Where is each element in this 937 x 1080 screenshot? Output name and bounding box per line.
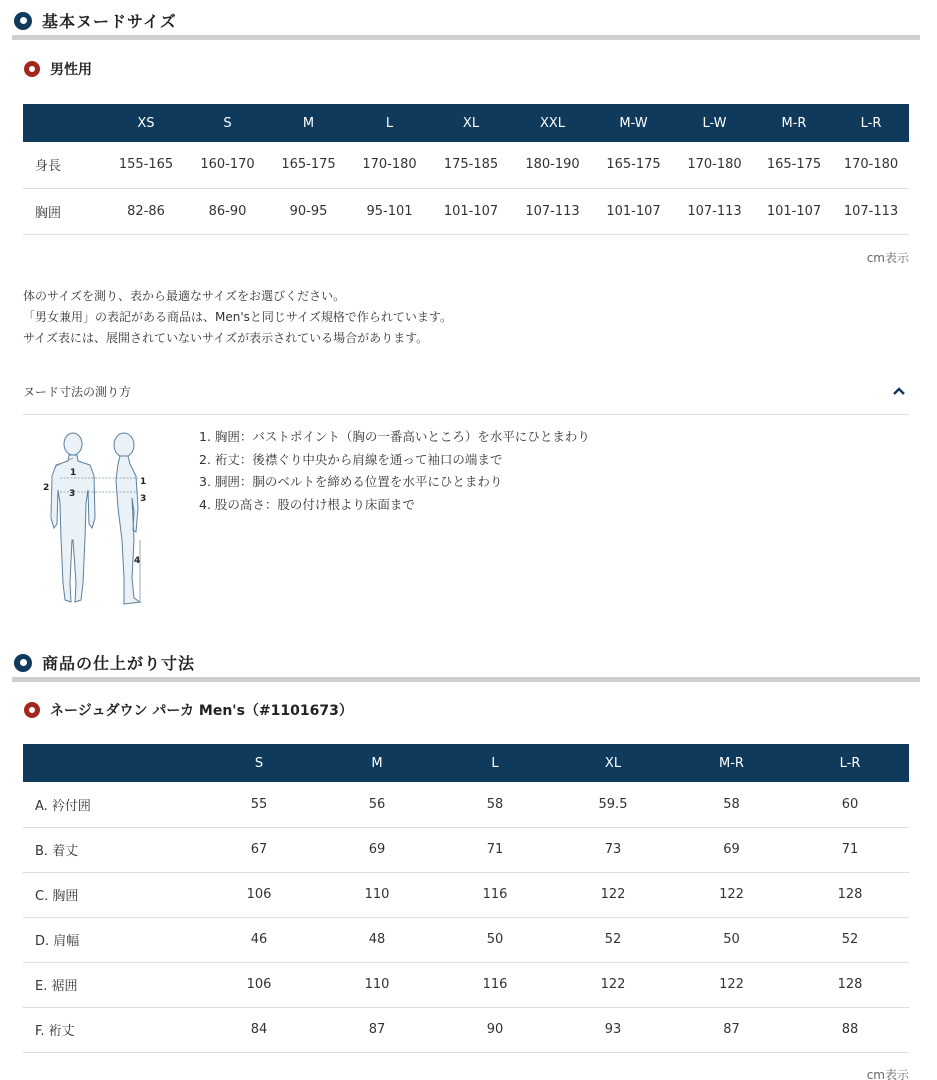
table-cell: 52	[791, 917, 909, 962]
measure-accordion-toggle[interactable]	[23, 368, 909, 415]
size-notes	[23, 286, 452, 349]
header-cell: M-R	[719, 755, 744, 771]
red-bullet-icon	[24, 702, 40, 718]
table-cell: 59.5	[554, 782, 672, 827]
table-cell: 46	[200, 917, 318, 962]
table-cell: 165-175	[268, 142, 349, 188]
row-label: 胸囲	[23, 188, 105, 234]
table-cell: 116	[436, 872, 554, 917]
table-cell: 160-170	[187, 142, 268, 188]
section-header-finished-size	[12, 648, 920, 682]
table-cell: 87	[318, 1007, 436, 1052]
table-cell: 122	[554, 872, 672, 917]
figure-mark-4: 4	[134, 556, 141, 566]
table-cell: 82-86	[105, 188, 187, 234]
measure-steps	[199, 426, 590, 516]
table-cell: 107-113	[674, 188, 755, 234]
product-title: ネージュダウン パーカ Men's（#1101673）	[50, 703, 353, 719]
circle-bullet-icon	[14, 12, 32, 30]
figure-mark-2: 2	[43, 483, 50, 493]
header-cell: L	[491, 755, 499, 771]
table-cell: 107-113	[512, 188, 593, 234]
table-cell: 87	[672, 1007, 791, 1052]
table-cell: 110	[318, 872, 436, 917]
sub-header-mens	[24, 59, 92, 79]
table-cell: 107-113	[833, 188, 909, 234]
step-item: 4. 股の高さ：股の付け根より床面まで	[199, 496, 415, 512]
table-cell: 90-95	[268, 188, 349, 234]
header-cell: L-R	[860, 115, 882, 131]
row-label: 身長	[23, 142, 105, 188]
header-cell: L-R	[839, 755, 861, 771]
table-cell: 50	[436, 917, 554, 962]
table-cell: 155-165	[105, 142, 187, 188]
table-cell: 106	[200, 872, 318, 917]
header-cell: L-W	[702, 115, 727, 131]
table-cell: 90	[436, 1007, 554, 1052]
body-measure-figure	[40, 428, 155, 613]
body-outline-icon	[40, 428, 155, 613]
product-size-table	[23, 744, 909, 1053]
table-cell: 101-107	[593, 188, 674, 234]
table-cell: 58	[436, 782, 554, 827]
note-line: 体のサイズを測り、表から最適なサイズをお選びください。	[23, 289, 346, 303]
header-cell-empty	[23, 104, 105, 142]
table-cell: 101-107	[755, 188, 833, 234]
header-cell: M-R	[781, 115, 807, 131]
header-cell: XS	[137, 115, 155, 131]
table-cell: 170-180	[833, 142, 909, 188]
table-cell: 69	[672, 827, 791, 872]
header-cell: XL	[604, 755, 622, 771]
table-row	[23, 917, 909, 962]
row-label: C. 胸囲	[23, 872, 200, 917]
note-line: 「男女兼用」の表記がある商品は、Men'sと同じサイズ規格で作られています。	[23, 310, 452, 324]
step-item: 3. 胴囲：胴のベルトを締める位置を水平にひとまわり	[199, 474, 503, 489]
table-row	[23, 872, 909, 917]
table-cell: 58	[672, 782, 791, 827]
table-cell: 180-190	[512, 142, 593, 188]
table-row	[23, 142, 909, 188]
row-label: B. 着丈	[23, 827, 200, 872]
sub-header-product	[24, 700, 353, 720]
chevron-up-icon[interactable]	[889, 381, 909, 401]
section-title: 商品の仕上がり寸法	[42, 654, 196, 673]
table-cell: 95-101	[349, 188, 430, 234]
row-label: F. 裄丈	[23, 1007, 200, 1052]
table-cell: 69	[318, 827, 436, 872]
header-cell: XL	[462, 115, 480, 131]
row-label: E. 裾囲	[23, 962, 200, 1007]
step-item: 2. 裄丈：後襟ぐり中央から肩線を通って袖口の端まで	[199, 451, 503, 467]
figure-mark-1-side: 1	[140, 477, 147, 487]
table-row	[23, 782, 909, 827]
table-cell: 128	[791, 962, 909, 1007]
header-cell: M	[371, 755, 383, 771]
red-bullet-icon	[24, 61, 40, 77]
sub-title: 男性用	[50, 62, 92, 78]
table-cell: 88	[791, 1007, 909, 1052]
table-cell: 60	[791, 782, 909, 827]
table-cell: 165-175	[755, 142, 833, 188]
table-row	[23, 188, 909, 234]
table-header-row	[23, 744, 909, 782]
table-cell: 71	[791, 827, 909, 872]
header-cell: S	[223, 115, 232, 131]
table-cell: 165-175	[593, 142, 674, 188]
section-title: 基本ヌードサイズ	[42, 12, 177, 31]
table-cell: 56	[318, 782, 436, 827]
mens-size-table	[23, 104, 909, 235]
table-cell: 110	[318, 962, 436, 1007]
table-cell: 128	[791, 872, 909, 917]
table-cell: 170-180	[349, 142, 430, 188]
circle-bullet-icon	[14, 654, 32, 672]
table-cell: 48	[318, 917, 436, 962]
table-row	[23, 1007, 909, 1052]
table-row	[23, 827, 909, 872]
table-cell: 122	[672, 962, 791, 1007]
table-cell: 106	[200, 962, 318, 1007]
figure-mark-3: 3	[69, 489, 76, 499]
unit-label: cm表示	[866, 1068, 909, 1080]
table-cell: 122	[672, 872, 791, 917]
step-item: 1. 胸囲：バストポイント（胸の一番高いところ）を水平にひとまわり	[199, 429, 590, 444]
table-cell: 67	[200, 827, 318, 872]
unit-label: cm表示	[866, 251, 909, 265]
table-cell: 50	[672, 917, 791, 962]
accordion-label: ヌード寸法の測り方	[23, 384, 132, 399]
table-cell: 122	[554, 962, 672, 1007]
table-cell: 93	[554, 1007, 672, 1052]
table-row	[23, 962, 909, 1007]
table-cell: 55	[200, 782, 318, 827]
table-cell: 52	[554, 917, 672, 962]
table-cell: 170-180	[674, 142, 755, 188]
table-header-row	[23, 104, 909, 142]
row-label: D. 肩幅	[23, 917, 200, 962]
header-cell: S	[254, 755, 264, 771]
header-cell: L	[385, 115, 394, 131]
table-cell: 71	[436, 827, 554, 872]
table-cell: 175-185	[430, 142, 512, 188]
row-label: A. 衿付囲	[23, 782, 200, 827]
table-cell: 73	[554, 827, 672, 872]
note-line: サイズ表には、展開されていないサイズが表示されている場合があります。	[23, 331, 429, 345]
table-cell: 101-107	[430, 188, 512, 234]
header-cell-empty	[23, 744, 200, 782]
header-cell: M	[302, 115, 315, 131]
table-cell: 86-90	[187, 188, 268, 234]
section-header-nude-size	[12, 6, 920, 40]
figure-mark-3-side: 3	[140, 494, 147, 504]
table-cell: 116	[436, 962, 554, 1007]
header-cell: XXL	[539, 115, 566, 131]
figure-mark-1: 1	[70, 468, 77, 478]
header-cell: M-W	[619, 115, 648, 131]
table-cell: 84	[200, 1007, 318, 1052]
